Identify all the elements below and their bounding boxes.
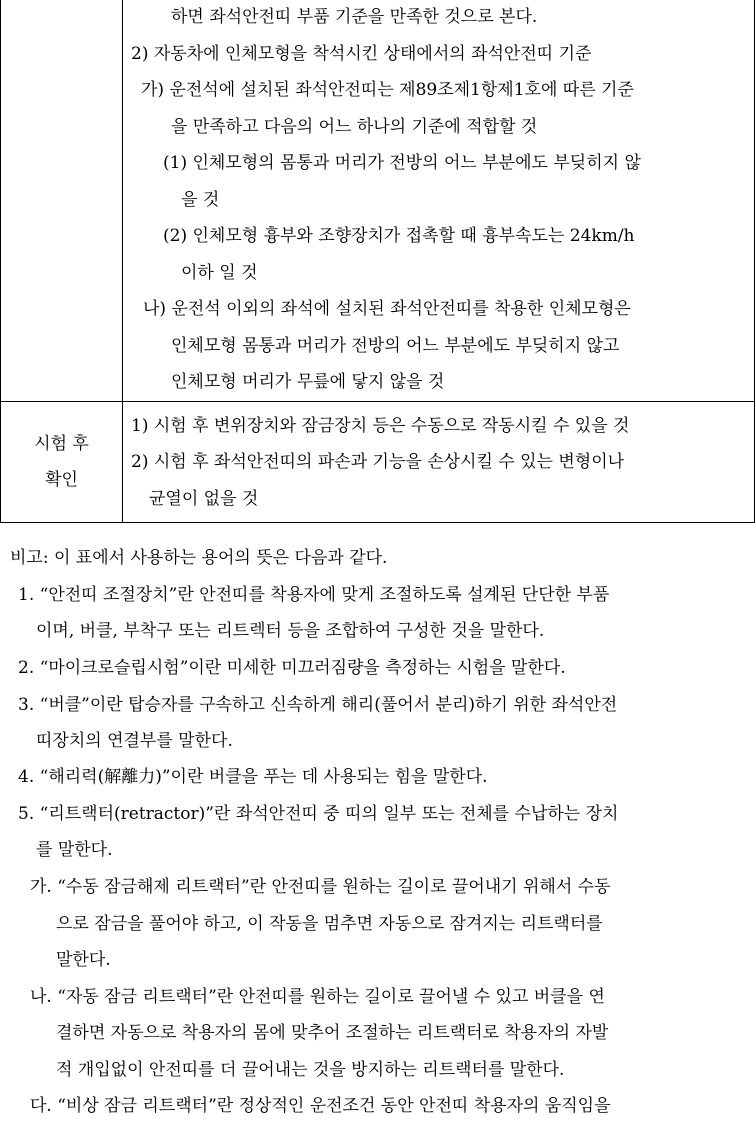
note-line: 말한다. bbox=[56, 950, 111, 970]
label-line: 확인 bbox=[45, 469, 78, 490]
note-line: 결하면 자동으로 착용자의 몸에 맞추어 조절하는 리트랙터로 착용자의 자발 bbox=[56, 1023, 609, 1043]
note-line: 1. “안전띠 조절장치”란 안전띠를 착용자에 맞게 조절하도록 설계된 단단한 부품 bbox=[18, 585, 610, 605]
standards-table bbox=[0, 0, 755, 523]
note-line: 띠장치의 연결부를 말한다. bbox=[36, 731, 233, 751]
text-line: 2) 시험 후 좌석안전띠의 파손과 기능을 손상시킬 수 있는 변형이나 bbox=[131, 452, 625, 472]
text-line: 1) 시험 후 변위장치와 잠금장치 등은 수동으로 작동시킬 수 있을 것 bbox=[131, 415, 630, 436]
text-line: (2) 인체모형 흉부와 조향장치가 접촉할 때 흉부속도는 24km/h bbox=[163, 226, 635, 246]
text-line: 균열이 없을 것 bbox=[149, 488, 259, 509]
label-cell-empty bbox=[1, 0, 123, 401]
table-row bbox=[1, 0, 755, 401]
text-line: 가) 운전석에 설치된 좌석안전띠는 제89조제1항제1호에 따른 기준 bbox=[141, 80, 634, 100]
notes-heading: 비고: 이 표에서 사용하는 용어의 뜻은 다음과 같다. bbox=[10, 548, 388, 568]
text-line: 을 것 bbox=[181, 189, 220, 210]
table-row bbox=[1, 401, 755, 522]
text-line: 을 만족하고 다음의 어느 하나의 기준에 적합할 것 bbox=[171, 116, 538, 137]
text-line: 하면 좌석안전띠 부품 기준을 만족한 것으로 본다. bbox=[171, 7, 538, 27]
text-line: 인체모형 몸통과 머리가 전방의 어느 부분에도 부딪히지 않고 bbox=[171, 335, 620, 356]
criteria-cell bbox=[123, 0, 755, 401]
text-line: (1) 인체모형의 몸통과 머리가 전방의 어느 부분에도 부딪히지 않 bbox=[163, 153, 641, 173]
note-line: 적 개입없이 안전띠를 더 끌어내는 것을 방지하는 리트랙터를 말한다. bbox=[56, 1060, 565, 1080]
note-line: 으로 잠금을 풀어야 하고, 이 작동을 멈추면 자동으로 잠겨지는 리트랙터를 bbox=[56, 914, 603, 934]
note-line: 를 말한다. bbox=[36, 840, 113, 860]
test-after-label-cell bbox=[1, 401, 123, 522]
text-line: 2) 자동차에 인체모형을 착석시킨 상태에서의 좌석안전띠 기준 bbox=[131, 43, 592, 64]
note-line: 나. “자동 잠금 리트랙터”란 안전띠를 원하는 길이로 끌어낼 수 있고 버클을 연 bbox=[30, 987, 605, 1007]
note-line: 가. “수동 잠금해제 리트랙터”란 안전띠를 원하는 길이로 끌어내기 위해서 수동 bbox=[30, 877, 611, 897]
note-line: 5. “리트랙터(retractor)”란 좌석안전띠 중 띠의 일부 또는 전체를 수납하는 장치 bbox=[18, 804, 619, 824]
note-line: 2. “마이크로슬립시험”이란 미세한 미끄러짐량을 측정하는 시험을 말한다. bbox=[18, 658, 566, 678]
test-after-cell bbox=[123, 401, 755, 522]
text-line: 인체모형 머리가 무릎에 닿지 않을 것 bbox=[171, 372, 445, 392]
label-line: 시험 후 bbox=[34, 433, 89, 454]
note-line: 4. “해리력(解離力)”이란 버클을 푸는 데 사용되는 힘을 말한다. bbox=[18, 767, 488, 787]
note-line: 이며, 버클, 부착구 또는 리트렉터 등을 조합하여 구성한 것을 말한다. bbox=[36, 621, 545, 641]
text-line: 이하 일 것 bbox=[181, 262, 258, 283]
note-line: 다. “비상 잠금 리트랙터”란 정상적인 운전조건 동안 안전띠 착용자의 움직임을 bbox=[30, 1096, 611, 1116]
text-line: 나) 운전석 이외의 좌석에 설치된 좌석안전띠를 착용한 인체모형은 bbox=[143, 299, 631, 319]
note-line: 3. “버클”이란 탑승자를 구속하고 신속하게 해리(풀어서 분리)하기 위한 좌석안전 bbox=[18, 695, 618, 715]
